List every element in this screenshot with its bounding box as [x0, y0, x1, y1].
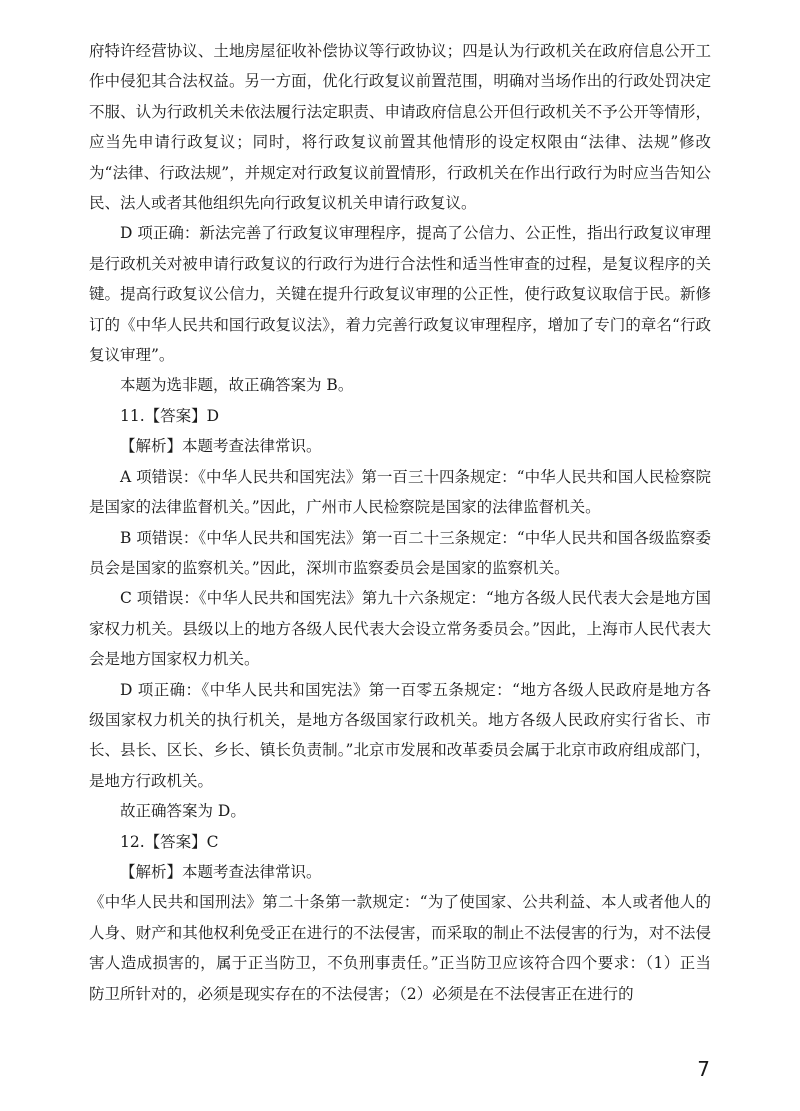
paragraph-answer-conclusion-10: 本题为选非题，故正确答案为 B。 — [120, 376, 354, 395]
paragraph-option-d-11: D 项正确：《中华人民共和国宪法》第一百零五条规定：“地方各级人民政府是地方各级国家权力机关的执行机关，是地方各级国家行政机关。地方各级人民政府实行省长、市长、县长、区长、乡长、镇长负责制。”北京市发展和改革委员会属于北京市政府组成部门，是地方行政机关。 — [89, 680, 711, 790]
paragraph-analysis-12: 【解析】本题考查法律常识。 — [120, 862, 322, 881]
paragraph-option-b-11: B 项错误：《中华人民共和国宪法》第一百二十三条规定：“中华人民共和国各级监察委员会是国家的监察机关。”因此，深圳市监察委员会是国家的监察机关。 — [89, 528, 711, 577]
paragraph-option-c-11: C 项错误：《中华人民共和国宪法》第九十六条规定：“地方各级人民代表大会是地方国家权力机关。县级以上的地方各级人民代表大会设立常务委员会。”因此，上海市人民代表大会是地方国家权力机关。 — [89, 589, 711, 669]
paragraph-answer-conclusion-11: 故正确答案为 D。 — [120, 802, 246, 821]
document-body — [89, 36, 711, 1009]
paragraph-continuation: 府特许经营协议、土地房屋征收补偿协议等行政协议；四是认为行政机关在政府信息公开工作中侵犯其合法权益。另一方面，优化行政复议前置范围，明确对当场作出的行政处罚决定不服、认为行政机关未依法履行法定职责、申请政府信息公开但行政机关不予公开等情形，应当先申请行政复议；同时，将行政复议前置其他情形的设定权限由“法律、法规”修改为“法律、行政法规”，并规定对行政复议前置情形，行政机关在作出行政行为时应当告知公民、法人或者其他组织先向行政复议机关申请行政复议。 — [89, 42, 711, 213]
paragraph-criminal-law-article: 《中华人民共和国刑法》第二十条第一款规定：“为了使国家、公共利益、本人或者他人的人身、财产和其他权利免受正在进行的不法侵害，而采取的制止不法侵害的行为，对不法侵害人造成损害的，属于正当防卫，不负刑事责任。”正当防卫应该符合四个要求：（1）正当防卫所针对的，必须是现实存在的不法侵害；（2）必须是在不法侵害正在进行的 — [89, 893, 711, 1003]
page-number: 7 — [697, 1057, 710, 1081]
paragraph-answer-11: 11.【答案】D — [120, 406, 220, 425]
paragraph-option-d-review-procedure: D 项正确：新法完善了行政复议审理程序，提高了公信力、公正性，指出行政复议审理是行政机关对被申请行政复议的行政行为进行合法性和适当性审查的过程，是复议程序的关键。提高行政复议公信力，关键在提升行政复议审理的公正性，使行政复议取信于民。新修订的《中华人民共和国行政复议法》，着力完善行政复议审理程序，增加了专门的章名“行政复议审理”。 — [89, 224, 711, 365]
paragraph-option-a-11: A 项错误：《中华人民共和国宪法》第一百三十四条规定：“中华人民共和国人民检察院是国家的法律监督机关。”因此，广州市人民检察院是国家的法律监督机关。 — [89, 467, 711, 517]
paragraph-answer-12: 12.【答案】C — [120, 832, 219, 851]
paragraph-analysis-11: 【解析】本题考查法律常识。 — [120, 437, 322, 456]
